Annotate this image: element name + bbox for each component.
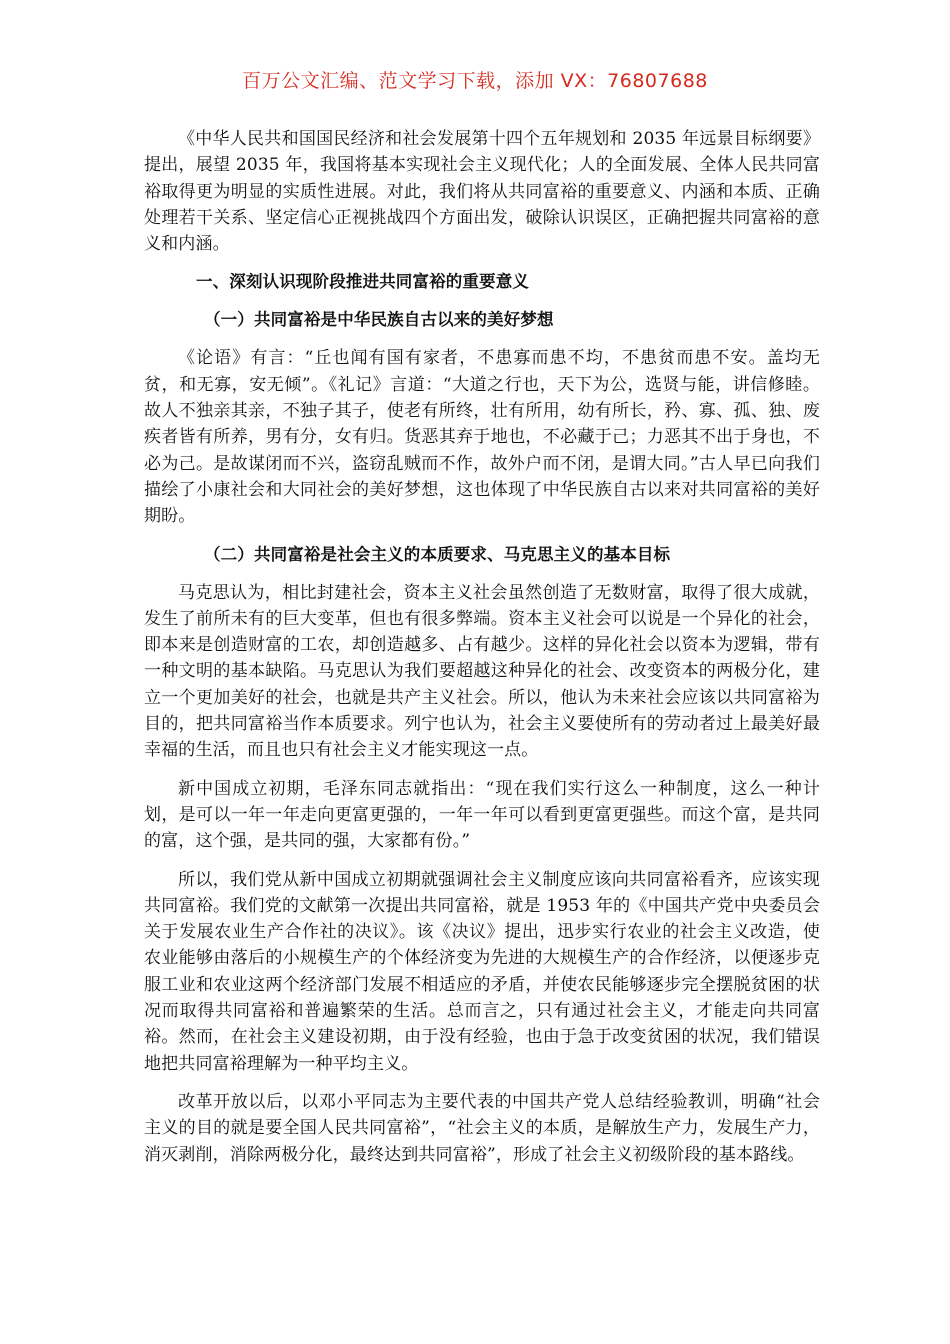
paragraph-4: 所以，我们党从新中国成立初期就强调社会主义制度应该向共同富裕看齐，应该实现共同富裕。我们党的文献第一次提出共同富裕，就是 1953 年的《中国共产党中央委员会关于发展农业生产合作社的决议》。该《决议》提出，迅步实行农业的社会主义改造，使农业能够由落后的小规模生产的个体经济变为先进的大规模生产的合作经济，以便逐步克服工业和农业这两个经济部门发展不相适应的矛盾，并使农民能够逐步完全摆脱贫困的状况而取得共同富裕和普遍繁荣的生活。总而言之，只有通过社会主义，才能走向共同富裕。然而，在社会主义建设初期，由于没有经验，也由于急于改变贫困的状况，我们错误地把共同富裕理解为一种平均主义。: [144, 869, 820, 1074]
paragraph-3: 新中国成立初期，毛泽东同志就指出：“现在我们实行这么一种制度，这么一种计划，是可以一年一年走向更富更强的，一年一年可以看到更富更强些。而这个富，是共同的富，这个强，是共同的强，大家都有份。”: [144, 778, 820, 852]
intro-paragraph: 《中华人民共和国国民经济和社会发展第十四个五年规划和 2035 年远景目标纲要》提出，展望 2035 年，我国将基本实现社会主义现代化；人的全面发展、全体人民共同富裕取得更为明显的实质性进展。对此，我们将从共同富裕的重要意义、内涵和本质、正确处理若干关系、坚定信心正视挑战四个方面出发，破除认识误区，正确把握共同富裕的意义和内涵。: [144, 129, 820, 255]
subsection-1-heading: （一）共同富裕是中华民族自古以来的美好梦想: [204, 310, 554, 330]
paragraph-2: 马克思认为，相比封建社会，资本主义社会虽然创造了无数财富，取得了很大成就，发生了前所未有的巨大变革，但也有很多弊端。资本主义社会可以说是一个异化的社会，即本来是创造财富的工农，却创造越多、占有越少。这样的异化社会以资本为逻辑，带有一种文明的基本缺陷。马克思认为我们要超越这种异化的社会、改变资本的两极分化，建立一个更加美好的社会，也就是共产主义社会。所以，他认为未来社会应该以共同富裕为目的，把共同富裕当作本质要求。列宁也认为，社会主义要使所有的劳动者过上最美好最幸福的生活，而且也只有社会主义才能实现这一点。: [144, 582, 820, 761]
document-body: [144, 126, 820, 1180]
header-watermark: 百万公文汇编、范文学习下载，添加 VX：76807688: [242, 70, 708, 92]
paragraph-5: 改革开放以后，以邓小平同志为主要代表的中国共产党人总结经验教训，明确“社会主义的目的就是要全国人民共同富裕”，“社会主义的本质，是解放生产力，发展生产力，消灭剥削，消除两极分化，最终达到共同富裕”，形成了社会主义初级阶段的基本路线。: [144, 1091, 820, 1165]
paragraph-1: 《论语》有言：“丘也闻有国有家者，不患寡而患不均，不患贫而患不安。盖均无贫，和无寡，安无倾”。《礼记》言道：“大道之行也，天下为公，选贤与能，讲信修睦。故人不独亲其亲，不独子其子，使老有所终，壮有所用，幼有所长，矜、寡、孤、独、废疾者皆有所养，男有分，女有归。货恶其弃于地也，不必藏于己；力恶其不出于身也，不必为己。是故谋闭而不兴，盗窃乱贼而不作，故外户而不闭，是谓大同。”古人早已向我们描绘了小康社会和大同社会的美好梦想，这也体现了中华民族自古以来对共同富裕的美好期盼。: [144, 348, 820, 527]
section-1-heading: 一、深刻认识现阶段推进共同富裕的重要意义: [196, 272, 529, 292]
subsection-2-heading: （二）共同富裕是社会主义的本质要求、马克思主义的基本目标: [204, 544, 671, 564]
